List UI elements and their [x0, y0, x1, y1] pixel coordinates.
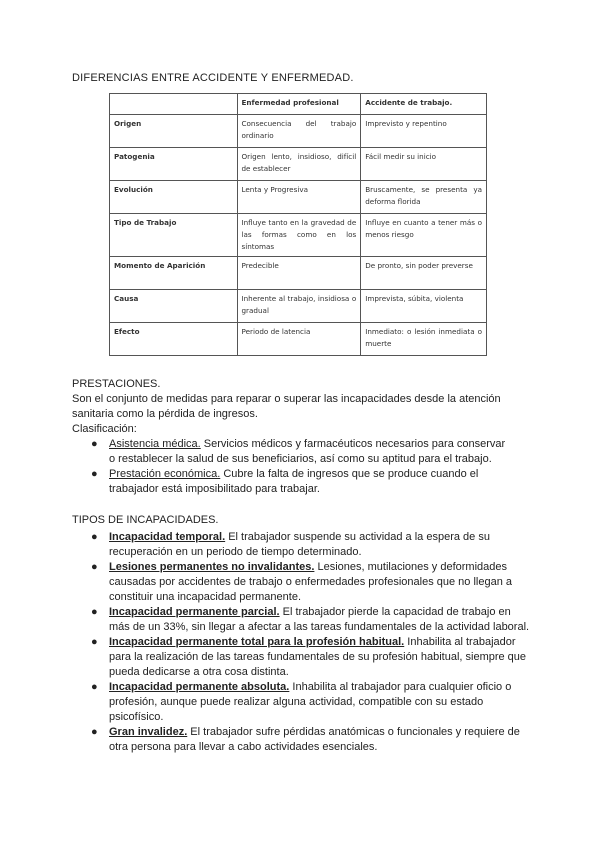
list-item-text: Lesiones, mutilaciones y deformidades causadas por accidentes de trabajo o enfermedades profesionales que no llegan a constituir una incapacidad permanente. — [109, 561, 512, 603]
table-cell: Periodo de latencia — [237, 323, 361, 356]
incapacidades-heading: TIPOS DE INCAPACIDADES. — [72, 514, 219, 526]
table-cell: Lenta y Progresiva — [237, 181, 361, 214]
list-item-text: Cubre la falta de ingresos que se produce cuando el trabajador está imposibilitado para trabajar. — [109, 468, 479, 495]
table-cell: Inherente al trabajo, insidiosa o gradual — [237, 290, 361, 323]
list-item — [91, 725, 531, 755]
table-row — [110, 290, 487, 323]
list-item-text: Inhabilita al trabajador para la realización de las tareas fundamentales de su profesión habitual, siempre que pueda dedicarse a otra cosa distinta. — [109, 636, 527, 678]
list-item-text: Inhabilita al trabajador para cualquier oficio o profesión, aunque puede realizar alguna actividad, compatible con su estado psicofísico. — [109, 681, 512, 723]
table-cell: Evolución — [110, 181, 238, 214]
bullet-icon: ● — [91, 438, 98, 450]
list-item-term: Prestación económica. — [109, 468, 221, 480]
table-cell: Influye tanto en la gravedad de las formas como en los síntomas — [237, 214, 361, 257]
page-title: DIFERENCIAS ENTRE ACCIDENTE Y ENFERMEDAD. — [72, 72, 354, 84]
bullet-icon: ● — [91, 468, 98, 480]
table-row — [110, 257, 487, 290]
table-cell: Efecto — [110, 323, 238, 356]
bullet-icon: ● — [91, 726, 98, 738]
list-item-term: Asistencia médica. — [109, 438, 201, 450]
table-cell: Imprevisto y repentino — [361, 115, 487, 148]
table-row — [110, 148, 487, 181]
list-item — [91, 635, 531, 680]
table-cell — [110, 94, 238, 115]
prestaciones-heading: PRESTACIONES. — [72, 378, 161, 390]
table-cell: Enfermedad profesional — [237, 94, 361, 115]
bullet-icon: ● — [91, 681, 98, 693]
list-item-text: El trabajador suspende su actividad a la espera de su recuperación en un periodo de tiempo determinado. — [109, 531, 490, 558]
bullet-icon: ● — [91, 561, 98, 573]
list-item-term: Incapacidad temporal. — [109, 531, 226, 543]
list-item — [91, 530, 531, 560]
table-cell: Causa — [110, 290, 238, 323]
table-cell: Imprevista, súbita, violenta — [361, 290, 487, 323]
list-item-term: Lesiones permanentes no invalidantes. — [109, 561, 315, 573]
prestaciones-intro: Son el conjunto de medidas para reparar o superar las incapacidades desde la atención sanitaria como la pérdida de ingresos. — [72, 393, 501, 420]
table-cell: Origen — [110, 115, 238, 148]
table-cell: Inmediato: o lesión inmediata o muerte — [361, 323, 487, 356]
table-row — [110, 214, 487, 257]
table-cell: Fácil medir su inicio — [361, 148, 487, 181]
list-item-term: Incapacidad permanente parcial. — [109, 606, 280, 618]
list-item — [91, 680, 531, 725]
list-item-term: Incapacidad permanente absoluta. — [109, 681, 290, 693]
list-item — [91, 467, 511, 497]
prestaciones-list — [91, 437, 511, 497]
table-cell: Bruscamente, se presenta ya deforma florida — [361, 181, 487, 214]
table-cell: Accidente de trabajo. — [361, 94, 487, 115]
list-item-text: El trabajador sufre pérdidas anatómicas o funcionales y requiere de otra persona para llevar a cabo actividades esenciales. — [109, 726, 520, 753]
bullet-icon: ● — [91, 636, 98, 648]
table-cell: Consecuencia del trabajo ordinario — [237, 115, 361, 148]
list-item-term: Gran invalidez. — [109, 726, 188, 738]
table-header-row — [110, 94, 487, 115]
comparison-table — [109, 93, 487, 356]
table-cell: Tipo de Trabajo — [110, 214, 238, 257]
clasificacion-label: Clasificación: — [72, 423, 137, 435]
list-item-text: El trabajador pierde la capacidad de trabajo en más de un 33%, sin llegar a afectar a las tareas fundamentales de la actividad laboral. — [109, 606, 530, 633]
list-item — [91, 605, 531, 635]
table-cell: Patogenia — [110, 148, 238, 181]
table-row — [110, 115, 487, 148]
table-cell: Influye en cuanto a tener más o menos riesgo — [361, 214, 487, 257]
incapacidades-list — [91, 530, 531, 755]
table-cell: Predecible — [237, 257, 361, 290]
list-item-text: Servicios médicos y farmacéuticos necesarios para conservar o restablecer la salud de sus beneficiarios, así como su aptitud para el trabajo. — [109, 438, 506, 465]
table-cell: Origen lento, insidioso, difícil de establecer — [237, 148, 361, 181]
list-item — [91, 437, 511, 467]
bullet-icon: ● — [91, 606, 98, 618]
table-row — [110, 181, 487, 214]
bullet-icon: ● — [91, 531, 98, 543]
list-item — [91, 560, 531, 605]
table-cell: De pronto, sin poder preverse — [361, 257, 487, 290]
list-item-term: Incapacidad permanente total para la profesión habitual. — [109, 636, 405, 648]
table-row — [110, 323, 487, 356]
table-cell: Momento de Aparición — [110, 257, 238, 290]
